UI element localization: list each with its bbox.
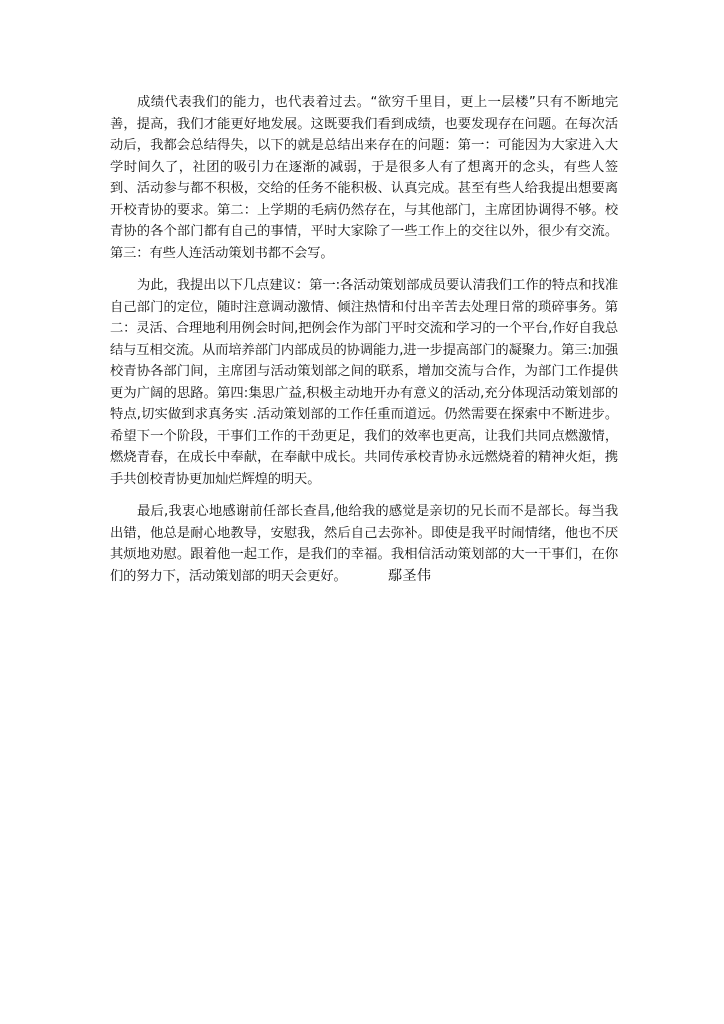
paragraph-thanks: 最后,我衷心地感谢前任部长查昌,他给我的感觉是亲切的兄长而不是部长。每当我出错，他总是耐心地教导，安慰我，然后自己去弥补。即使是我平时闹情绪，他也不厌其烦地劝慰。跟着他一起工作，是我们的幸福。我相信活动策划部的大一干事们，在你们的努力下，活动策划部的明天会更好。 — [110, 504, 618, 584]
author-signature: 鄢圣伟 — [388, 568, 432, 584]
paragraph-suggestions: 为此，我提出以下几点建议：第一:各活动策划部成员要认清我们工作的特点和找准自己部门的定位，随时注意调动激情、倾注热情和付出辛苦去处理日常的琐碎事务。第二：灵活、合理地利用例会时间,把例会作为部门平时交流和学习的一个平台,作好自我总结与互相交流。从而培养部门内部成员的协调能力,进一步提高部门的凝聚力。第三:加强校青协各部门间，主席团与活动策划部之间的联系，增加交流与合作，为部门工作提供更为广阔的思路。第四:集思广益,积极主动地开办有意义的活动,充分体现活动策划部的特点,切实做到求真务实 .活动策划部的工作任重而道远。仍然需要在探索中不断进步。希望下一个阶段，干事们工作的干劲更足，我们的效率也更高，让我们共同点燃激情，燃烧青春，在成长中奉献，在奉献中成长。共同传承校青协永远燃烧着的精神火炬，携手共创校青协更加灿烂辉煌的明天。 — [110, 278, 618, 487]
document-body — [110, 92, 618, 598]
paragraph-achievements-problems: 成绩代表我们的能力，也代表着过去。“欲穷千里目，更上一层楼”只有不断地完善，提高，我们才能更好地发展。这既要我们看到成绩，也要发现存在问题。在每次活动后，我都会总结得失，以下的就是总结出来存在的问题：第一：可能因为大家进入大学时间久了，社团的吸引力在逐渐的减弱，于是很多人有了想离开的念头，有些人签到、活动参与都不积极，交给的任务不能积极、认真完成。甚至有些人给我提出想要离开校青协的要求。第二：上学期的毛病仍然存在，与其他部门，主席团协调得不够。校青协的各个部门都有自己的事情，平时大家除了一些工作上的交往以外，很少有交流。第三：有些人连活动策划书都不会写。 — [110, 95, 618, 261]
